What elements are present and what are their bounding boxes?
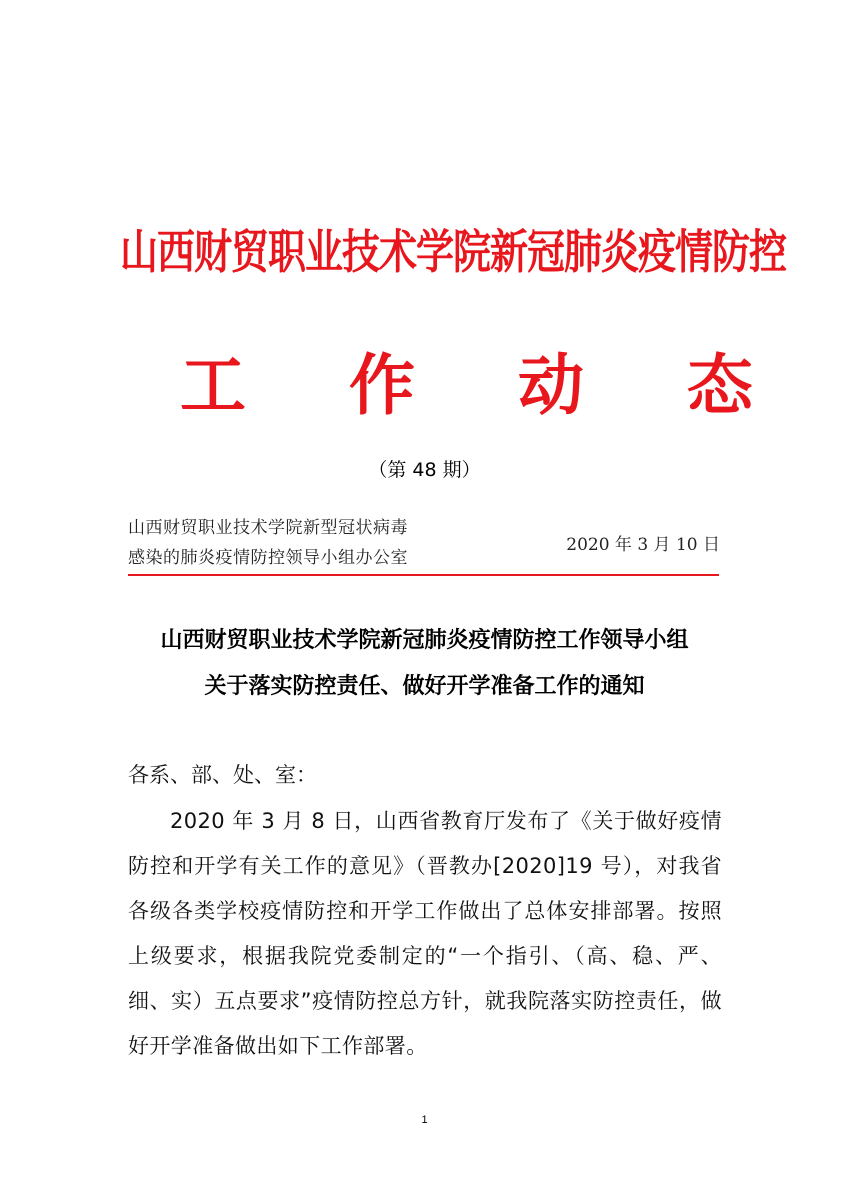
notice-title-line-2: 关于落实防控责任、做好开学准备工作的通知 <box>204 673 645 699</box>
issuing-office-line-2: 感染的肺炎疫情防控领导小组办公室 <box>128 548 408 568</box>
notice-title-line-1: 山西财贸职业技术学院新冠肺炎疫情防控工作领导小组 <box>160 627 689 653</box>
page-number: 1 <box>421 1114 428 1126</box>
issue-date: 2020 年 3 月 10 日 <box>566 535 720 555</box>
masthead-subtitle: 工 作 动 态 <box>180 346 793 424</box>
salutation: 各系、部、处、室： <box>128 763 317 787</box>
issuing-office-line-1: 山西财贸职业技术学院新型冠状病毒 <box>128 518 408 538</box>
masthead-title: 山西财贸职业技术学院新冠肺炎疫情防控 <box>120 223 787 279</box>
issue-number: （第 48 期） <box>368 459 481 481</box>
red-divider <box>128 574 719 576</box>
issuing-office <box>128 513 468 573</box>
notice-title <box>120 617 729 709</box>
body-paragraph: 2020 年 3 月 8 日，山西省教育厅发布了《关于做好疫情防控和开学有关工作的意见》（晋教办[2020]19 号），对我省各级各类学校疫情防控和开学工作做出了总体安排部署。按照上级要求，根据我院党委制定的“一个指引、（高、稳、严、细、实）五点要求”疫情防控总方针，就我院落实防控责任，做好开学准备做出如下工作部署。 <box>128 809 722 1058</box>
